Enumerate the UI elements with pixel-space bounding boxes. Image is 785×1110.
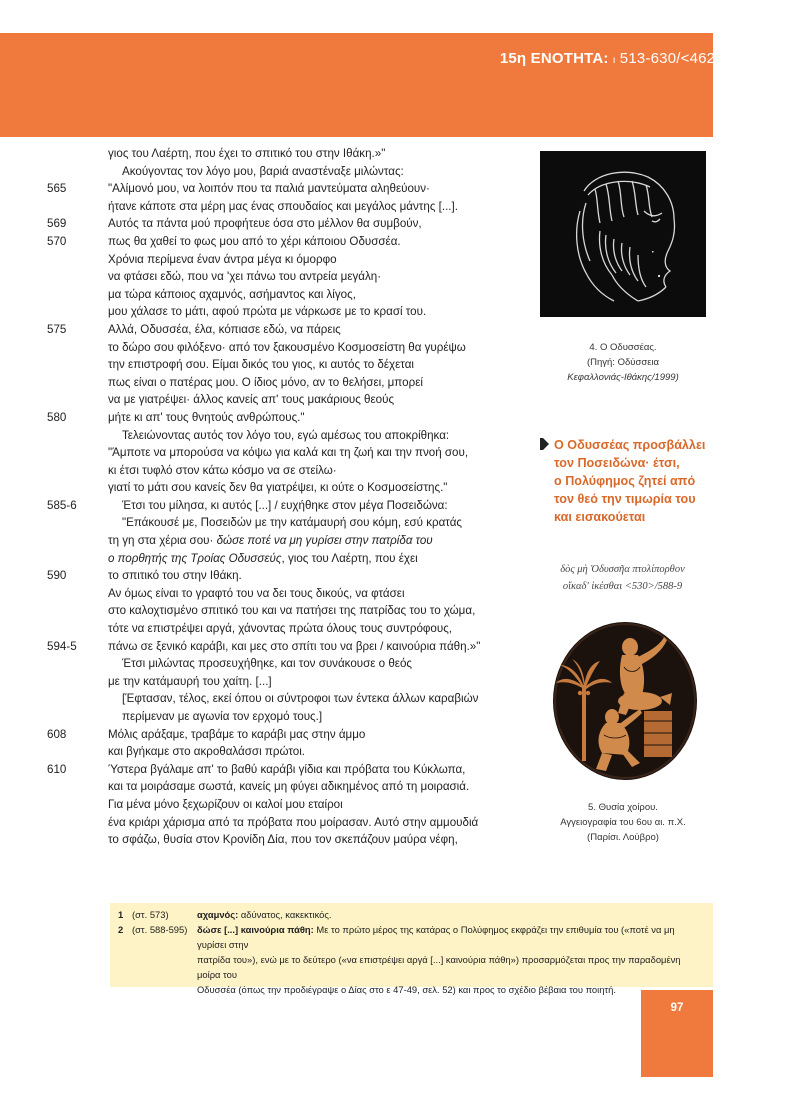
- poem-line: [0, 198, 520, 216]
- verse-text: Αν όμως είναι το γραφτό του να δει τους δικούς, να φτάσει: [108, 586, 405, 600]
- poem-line: [0, 620, 520, 638]
- footnote-number: 2: [118, 924, 124, 935]
- poem-line: [0, 462, 520, 480]
- triangle-bullet-icon: [540, 438, 549, 450]
- figure5-caption-location: (Παρίσι. Λούβρο): [587, 832, 659, 843]
- poem-line: [0, 479, 520, 497]
- verse-text: να φτάσει εδώ, που να 'χει πάνω του αντρεία μεγάλη·: [108, 270, 382, 284]
- poem-line: [0, 778, 520, 796]
- poem-line: [0, 726, 520, 744]
- verse-text: Για μένα μόνο ξεχωρίζουν οι καλοί μου εταίροι: [108, 797, 343, 811]
- verse-number: 565: [47, 182, 67, 196]
- verse-text: το δώρο σου φιλόξενο· από τον ξακουσμένο Κοσμοσείστη θα γυρέψω: [108, 340, 466, 354]
- figure-odysseus: [540, 151, 706, 317]
- poem-line: [0, 602, 520, 620]
- poem-line: [0, 145, 520, 163]
- verse-number: 569: [47, 217, 67, 231]
- figure4-caption-source-name: Κεφαλλονιάς-Ιθάκης/1999): [567, 372, 679, 383]
- poem-line: [0, 796, 520, 814]
- verse-text: κι έτσι τυφλό στον κάτω κόσμο να σε στείλω·: [108, 463, 337, 477]
- book-marker: ι: [613, 55, 616, 66]
- verse-text: πως είναι ο πατέρας μου. Ο ίδιος μόνο, αν το θελήσει, μπορεί: [108, 375, 423, 389]
- verse-text: Έτσι του μίλησα, κι αυτός [...] / ευχήθηκε στον μέγα Ποσειδώνα:: [122, 498, 448, 512]
- figure4-caption-source: (Πηγή: Οδύσσεια: [586, 357, 660, 368]
- poem-line: [0, 532, 520, 550]
- side-note-line: Ο Οδυσσέας προσβάλλει: [554, 438, 706, 452]
- footnote-ref: (στ. 588-595): [132, 924, 188, 935]
- side-note: [540, 436, 720, 526]
- poem-line: [0, 708, 520, 726]
- poem-line: [0, 444, 520, 462]
- verse-text: Ακούγοντας τον λόγο μου, βαριά αναστέναξε μιλώντας:: [122, 164, 404, 178]
- verse-text: "Άμποτε να μπορούσα να κόψω για καλά και τη ζωή και την πνοή σου,: [108, 446, 469, 460]
- page-number-tab: [641, 990, 713, 1077]
- footnote-text: πατρίδα του»), ενώ με το δεύτερο («να επιστρέψει αργά [...] καινούρια πάθη») προσαρμόζεται προς την παραδομένη μοίρα του: [197, 954, 681, 980]
- footnote-term: δώσε [...] καινούρια πάθη:: [197, 924, 314, 935]
- poem-line: [0, 427, 520, 445]
- poem-line: [0, 567, 520, 585]
- footnote-body: [197, 907, 705, 922]
- poem-line: [0, 339, 520, 357]
- poem-line: [0, 550, 520, 568]
- poem-line: [0, 321, 520, 339]
- poem-line: [0, 233, 520, 251]
- verse-number: 608: [47, 727, 67, 741]
- verse-text: γιατί το μάτι σου κανείς δεν θα γιατρέψει, κι ούτε ο Κοσμοσείστης.": [108, 481, 448, 495]
- verse-number: 590: [47, 569, 67, 583]
- figure5-caption-title: 5. Θυσία χοίρου.: [588, 802, 658, 813]
- verse-text: το σπιτικό του στην Ιθάκη.: [108, 569, 242, 583]
- ancient-greek-quote: [540, 561, 705, 595]
- greek-quote-line: δὸς μὴ Ὀδυσσῆα πτολίπορθον: [560, 564, 685, 575]
- verse-number: 575: [47, 322, 67, 336]
- footnote-ref: (στ. 573): [132, 909, 169, 920]
- verse-number: 585-6: [47, 498, 77, 512]
- verse-text: πως θα χαθεί το φως μου από το χέρι κάποιου Οδυσσέα.: [108, 234, 401, 248]
- verse-text: στο καλοχτισμένο σπιτικό του και να πατήσει της πατρίδας του το χώμα,: [108, 604, 476, 618]
- odysseus-portrait-image: [540, 151, 706, 317]
- figure4-caption: [540, 340, 706, 385]
- poem-line: [0, 374, 520, 392]
- unit-label: 15η ΕΝΟΤΗΤΑ:: [499, 50, 609, 67]
- verse-text: μα τώρα κάποιος αχαμνός, ασήμαντος και λίγος,: [108, 287, 356, 301]
- poem-line: [0, 761, 520, 779]
- poem-line: [0, 163, 520, 181]
- verse-number: 610: [47, 762, 67, 776]
- verse-range-alt: <462-566>: [680, 50, 755, 67]
- footnote-body: [197, 922, 705, 997]
- vase-painting-image: [552, 621, 698, 781]
- footnote-text: Με το πρώτο μέρος της κατάρας ο Πολύφημος εκφράζει την επιθυμία του («ποτέ να μη γυρίσει στην: [197, 924, 675, 950]
- poem-line: [0, 286, 520, 304]
- poem-line: [0, 268, 520, 286]
- verse-text: το σφάζω, θυσία στον Κρονίδη Δία, που τον σκεπάζουν μαύρα νέφη,: [108, 833, 458, 847]
- verse-text: τη γη στα χέρια σου· δώσε ποτέ να μη γυρίσει στην πατρίδα του: [108, 534, 433, 548]
- poem-line: [0, 814, 520, 832]
- verse-text: να με γιατρέψει· άλλος κανείς απ' τους μακάριους θεούς: [108, 393, 395, 407]
- verse-text: Τελειώνοντας αυτός τον λόγο του, εγώ αμέσως του αποκρίθηκα:: [122, 428, 450, 442]
- poem-line: [0, 638, 520, 656]
- footnote-number: 1: [118, 909, 124, 920]
- poem-line: [0, 215, 520, 233]
- poem-text: [0, 145, 520, 849]
- verse-text: τότε να επιστρέψει αργά, χάνοντας πρώτα όλους τους συντρόφους,: [108, 622, 453, 636]
- verse-text: Αυτός τα πάντα μού προφήτευε όσα στο μέλλον θα συμβούν,: [108, 217, 422, 231]
- verse-text: μου χάλασε το μάτι, αφού πρώτα με νάρκωσε με το κρασί του.: [108, 305, 427, 319]
- header-band: [0, 33, 713, 137]
- side-note-line: ο Πολύφημος ζητεί από: [554, 474, 696, 488]
- verse-text: πάνω σε ξενικό καράβι, και μες στο σπίτι του να βρει / καινούρια πάθη.»": [108, 639, 481, 653]
- poem-line: [0, 497, 520, 515]
- section-title: [500, 50, 755, 67]
- side-note-line: τον Ποσειδώνα· έτσι,: [554, 456, 680, 470]
- verse-text: και τα μοιράσαμε σωστά, κανείς μη φύγει αδικημένος από τη μοιρασιά.: [108, 780, 470, 794]
- side-note-line: και εισακούεται: [554, 510, 646, 524]
- verse-text: περίμεναν με αγωνία τον ερχομό τους.]: [122, 710, 323, 723]
- footnote-text: Οδυσσέα (όπως την προδιέγραψε ο Δίας στο ε 47-49, σελ. 52) και προς το σχέδιο βέβαια του ποιητή.: [197, 984, 616, 995]
- footnote-term: αχαμνός:: [197, 909, 239, 920]
- poem-line: [0, 180, 520, 198]
- verse-text: Μόλις αράξαμε, τραβάμε το καράβι μας στην άμμο: [108, 727, 366, 741]
- verse-text: [Έφτασαν, τέλος, εκεί όπου οι σύντροφοι των έντεκα άλλων καραβιών: [122, 692, 479, 706]
- verse-text: Έτσι μιλώντας προσευχήθηκε, και τον συνάκουσε ο θεός: [122, 657, 412, 671]
- verse-text: ο πορθητής της Τροίας Οδυσσεύς, γιος του Λαέρτη, που έχει: [108, 551, 418, 565]
- verse-text: Ύστερα βγάλαμε απ' το βαθύ καράβι γίδια και πρόβατα του Κύκλωπα,: [108, 762, 466, 776]
- poem-line: [0, 391, 520, 409]
- verse-number: 570: [47, 234, 67, 248]
- verse-text: "Επάκουσέ με, Ποσειδών με την κατάμαυρή σου κόμη, εσύ κρατάς: [122, 516, 463, 530]
- greek-quote-line: οἴκαδ' ἱκέσθαι <530>/588-9: [562, 581, 683, 592]
- figure5-caption: [540, 800, 706, 845]
- poem-line: [0, 409, 520, 427]
- footnotes-box: [110, 903, 713, 995]
- verse-number: 580: [47, 410, 67, 424]
- poem-line: [0, 831, 520, 849]
- verse-text: γιος του Λαέρτη, που έχει το σπιτικό του στην Ιθάκη.»": [108, 147, 386, 160]
- poem-line: [0, 251, 520, 269]
- poem-line: [0, 303, 520, 321]
- poem-line: [0, 585, 520, 603]
- poem-line: [0, 673, 520, 691]
- figure-pig-sacrifice: [552, 621, 698, 781]
- poem-line: [0, 743, 520, 761]
- verse-text: και βγήκαμε στο ακροθαλάσσι πρώτοι.: [108, 745, 306, 759]
- page-number: 97: [670, 1002, 684, 1014]
- verse-text: Αλλά, Οδυσσέα, έλα, κόπιασε εδώ, να πάρεις: [108, 322, 341, 336]
- side-note-line: τον θεό την τιμωρία του: [554, 492, 696, 506]
- poem-line: [0, 514, 520, 532]
- poem-line: [0, 690, 520, 708]
- verse-range: 513-630/: [619, 50, 681, 67]
- verse-text: ήτανε κάποτε στα μέρη μας ένας σπουδαίος και μεγάλος μάντης [...].: [108, 199, 458, 213]
- verse-text: την επιστροφή σου. Είμαι δικός του γιος, κι αυτός το δέχεται: [108, 358, 414, 372]
- figure5-caption-desc: Αγγειογραφία του 6ου αι. π.Χ.: [560, 817, 686, 828]
- verse-text: "Αλίμονό μου, να λοιπόν που τα παλιά μαντεύματα αληθεύουν·: [108, 182, 430, 196]
- poem-line: [0, 356, 520, 374]
- figure4-caption-title: 4. Ο Οδυσσέας.: [589, 342, 657, 353]
- poem-line: [0, 655, 520, 673]
- verse-text: μήτε κι απ' τους θνητούς ανθρώπους.": [108, 410, 305, 424]
- verse-text: με την κατάμαυρή του χαίτη. [...]: [108, 674, 272, 688]
- verse-text: ένα κριάρι χάρισμα από τα πρόβατα που μοίρασαν. Αυτό στην αμμουδιά: [108, 815, 479, 829]
- verse-number: 594-5: [47, 639, 77, 653]
- verse-text: Χρόνια περίμενα έναν άντρα μέγα κι όμορφο: [108, 252, 337, 266]
- footnote-text: αδύνατος, κακεκτικός.: [240, 909, 332, 920]
